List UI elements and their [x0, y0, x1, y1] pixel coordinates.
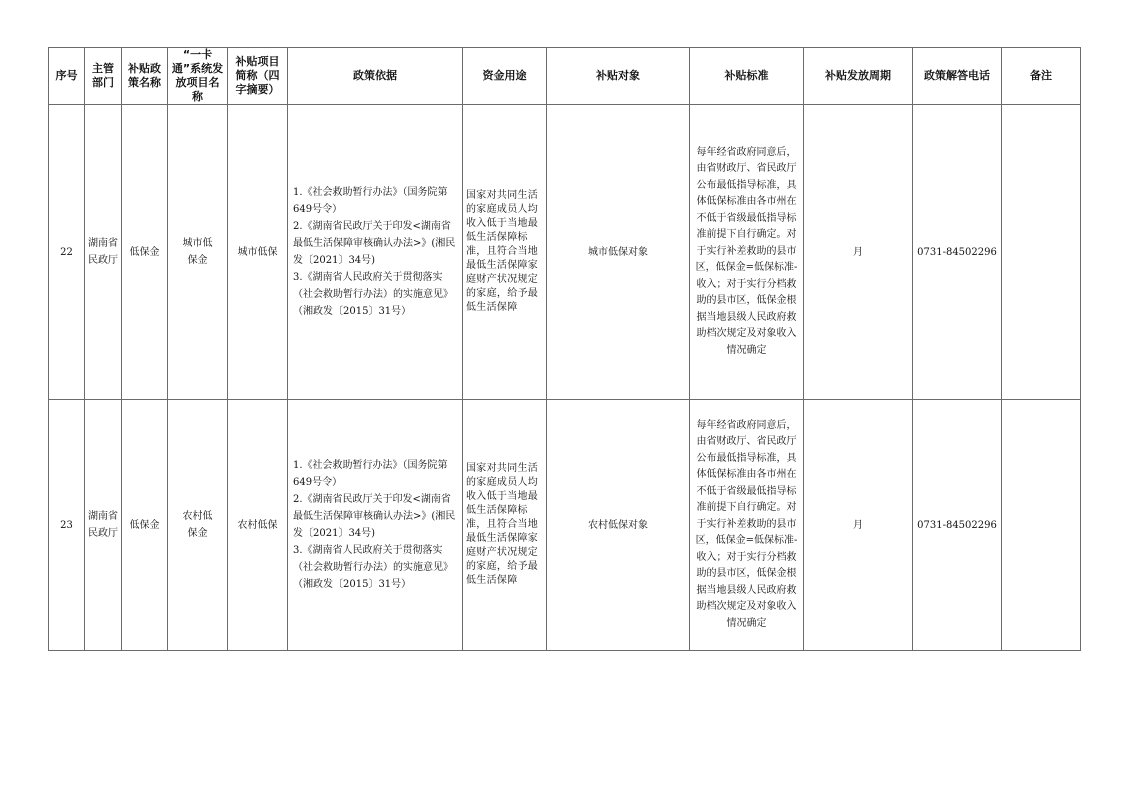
cell-no: 23: [49, 400, 85, 651]
usage-text: 国家对共同生活的家庭成员人均收入低于当地最低生活保障标准，且符合当地最低生活保障家庭财产状况规定的家庭，给予最低生活保障: [466, 190, 539, 313]
basis-item: 3.《湖南省人民政府关于贯彻落实（社会救助暂行办法）的实施意见》（湘政发〔2015〕31号）: [293, 272, 453, 317]
dept-text: 湖南省民政厅: [88, 511, 118, 539]
header-basis: 政策依据: [288, 48, 463, 105]
header-phone: 政策解答电话: [913, 48, 1002, 105]
cell-system-name: [168, 105, 228, 400]
header-standard: 补贴标准: [690, 48, 804, 105]
cell-standard: [690, 105, 804, 400]
dept-text: 湖南省民政厅: [88, 238, 118, 266]
cell-usage: [463, 105, 547, 400]
header-dept: 主管部门: [85, 48, 122, 105]
cell-policy-name: 低保金: [122, 105, 168, 400]
cell-cycle: 月: [804, 105, 913, 400]
header-target: 补贴对象: [547, 48, 690, 105]
header-system-name: “一卡通”系统发放项目名称: [168, 48, 228, 105]
header-cycle: 补贴发放周期: [804, 48, 913, 105]
header-policy-name: 补贴政策名称: [122, 48, 168, 105]
basis-item: 2.《湖南省民政厅关于印发<湖南省最低生活保障审核确认办法>》(湘民发〔2021〕34号): [293, 494, 456, 539]
basis-item: 1.《社会救助暂行办法》（国务院第649号令）: [293, 187, 448, 215]
system-name-text: 农村低保金: [182, 511, 213, 539]
standard-text: 每年经省政府同意后，由省财政厅、省民政厅公布最低指导标准，具体低保标准由各市州在不低于省级最低指导标准前提下自行确定。对于实行补差救助的县市区，低保金=低保标准-收入；对于实行分档救助的县市区，低保金根据当地县级人民政府救助档次规定及对象收入情况确定: [695, 419, 798, 629]
basis-item: 1.《社会救助暂行办法》（国务院第649号令）: [293, 460, 448, 488]
system-name-text: 城市低保金: [182, 238, 213, 266]
cell-dept: [85, 105, 122, 400]
cell-dept: [85, 400, 122, 651]
cell-policy-name: 低保金: [122, 400, 168, 651]
usage-text: 国家对共同生活的家庭成员人均收入低于当地最低生活保障标准，且符合当地最低生活保障家庭财产状况规定的家庭，给予最低生活保障: [466, 463, 539, 586]
cell-basis: [288, 400, 463, 651]
cell-cycle: 月: [804, 400, 913, 651]
cell-usage: [463, 400, 547, 651]
cell-target: 城市低保对象: [547, 105, 690, 400]
cell-short-name: 农村低保: [228, 400, 288, 651]
cell-target: 农村低保对象: [547, 400, 690, 651]
standard-text: 每年经省政府同意后，由省财政厅、省民政厅公布最低指导标准，具体低保标准由各市州在不低于省级最低指导标准前提下自行确定。对于实行补差救助的县市区，低保金=低保标准-收入；对于实行分档救助的县市区，低保金根据当地县级人民政府救助档次规定及对象收入情况确定: [695, 146, 798, 356]
cell-no: 22: [49, 105, 85, 400]
header-row: [49, 48, 1081, 105]
table-row: [49, 105, 1081, 400]
basis-item: 2.《湖南省民政厅关于印发<湖南省最低生活保障审核确认办法>》(湘民发〔2021〕34号): [293, 221, 456, 266]
basis-item: 3.《湖南省人民政府关于贯彻落实（社会救助暂行办法）的实施意见》（湘政发〔2015〕31号）: [293, 545, 453, 590]
header-usage: 资金用途: [463, 48, 547, 105]
table-row: [49, 400, 1081, 651]
header-no: 序号: [49, 48, 85, 105]
cell-phone: 0731-84502296: [913, 105, 1002, 400]
cell-remark: [1002, 400, 1081, 651]
header-short-name: 补贴项目简称（四字摘要）: [228, 48, 288, 105]
cell-basis: [288, 105, 463, 400]
cell-short-name: 城市低保: [228, 105, 288, 400]
cell-phone: 0731-84502296: [913, 400, 1002, 651]
cell-standard: [690, 400, 804, 651]
cell-remark: [1002, 105, 1081, 400]
subsidy-policy-table: [48, 47, 1081, 651]
cell-system-name: [168, 400, 228, 651]
header-remark: 备注: [1002, 48, 1081, 105]
